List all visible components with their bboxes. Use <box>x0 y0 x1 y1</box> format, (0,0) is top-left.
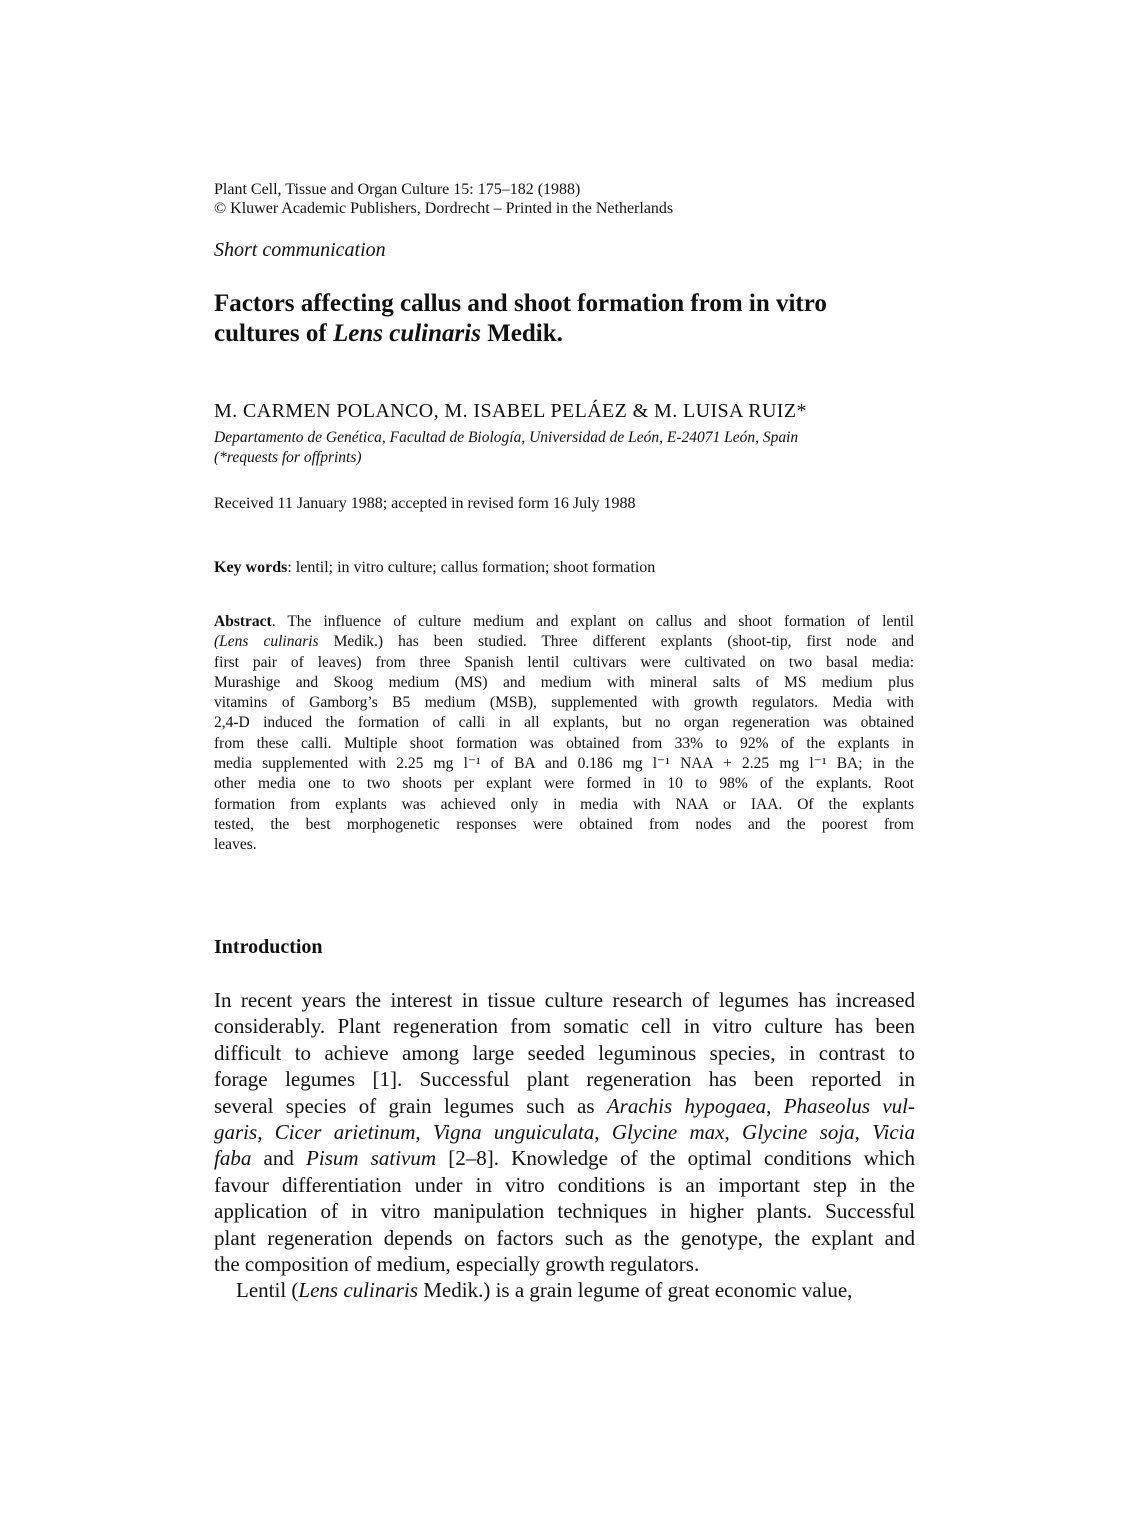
abstract-line: tested, the best morphogenetic responses were obtained from nodes and the poorest from <box>214 815 914 833</box>
abstract-label: Abstract <box>214 613 272 630</box>
title-line-2 <box>214 319 934 349</box>
author-list: M. CARMEN POLANCO, M. ISABEL PELÁEZ & M. LUISA RUIZ* <box>214 400 807 422</box>
body-text: , <box>766 1093 784 1118</box>
species-name: Vigna unguiculata <box>433 1120 595 1145</box>
species-name: faba <box>214 1146 252 1171</box>
body-line: In recent years the interest in tissue culture research of legumes has increased <box>214 988 915 1012</box>
abstract-line <box>214 632 914 652</box>
species-name: Cicer arietinum <box>274 1120 416 1145</box>
affiliation-line: Departamento de Genética, Facultad de Biología, Universidad de León, E-24071 León, Spain <box>214 429 799 446</box>
species-name: Pisum sativum <box>306 1146 437 1171</box>
keywords <box>214 559 655 577</box>
body-text: , <box>594 1120 612 1145</box>
species-name: Arachis hypogaea <box>606 1093 767 1118</box>
body-text: , <box>415 1120 433 1145</box>
abstract-line <box>214 612 914 632</box>
species-name: Phaseolus vul- <box>783 1093 915 1118</box>
abstract <box>214 612 914 856</box>
abstract-line: media supplemented with 2.25 mg l⁻¹ of BA and 0.186 mg l⁻¹ NAA + 2.25 mg l⁻¹ BA; in the <box>214 755 914 773</box>
body-line: plant regeneration depends on factors such as the genotype, the explant and <box>214 1225 915 1250</box>
publisher-line: © Kluwer Academic Publishers, Dordrecht – Printed in the Netherlands <box>214 200 674 217</box>
body-text: and <box>251 1146 307 1171</box>
body-line <box>214 1119 915 1145</box>
body-text: , <box>724 1120 743 1145</box>
body-text: Medik.) is a grain legume of great economic value, <box>418 1278 853 1303</box>
title-line-1: Factors affecting callus and shoot formation from in vitro <box>214 290 827 317</box>
affiliation <box>214 428 914 468</box>
body-line: favour differentiation under in vitro conditions is an important step in the <box>214 1172 915 1197</box>
offprints-note: (*requests for offprints) <box>214 449 362 466</box>
body-line <box>214 1093 915 1119</box>
abstract-line: 2,4-D induced the formation of calli in all explants, but no organ regeneration was obtained <box>214 714 914 732</box>
abstract-line: leaves. <box>214 836 257 854</box>
introduction-body <box>214 987 915 1304</box>
title-text: cultures of <box>214 320 333 347</box>
body-text: , <box>854 1120 873 1145</box>
body-text: , <box>257 1120 275 1145</box>
body-line: the composition of medium, especially growth regulators. <box>214 1252 700 1277</box>
paper-title <box>214 289 934 349</box>
abstract-species: (Lens culinaris <box>214 633 319 651</box>
abstract-line: vitamins of Gamborg’s B5 medium (MSB), supplemented with growth regulators. Media with <box>214 694 914 712</box>
abstract-text: . The influence of culture medium and explant on callus and shoot formation of lentil <box>271 613 914 630</box>
body-line: forage legumes [1]. Successful plant regeneration has been reported in <box>214 1067 915 1092</box>
body-text: several species of grain legumes such as <box>214 1093 607 1118</box>
title-text: Medik. <box>480 320 563 347</box>
body-text: Lentil ( <box>236 1278 299 1303</box>
body-line <box>214 1277 915 1303</box>
species-name: Vicia <box>872 1120 916 1145</box>
species-name: garis <box>214 1120 258 1145</box>
abstract-line: formation from explants was achieved only in media with NAA or IAA. Of the explants <box>214 795 914 813</box>
section-type: Short communication <box>214 239 386 261</box>
species-name: Glycine soja <box>742 1120 855 1145</box>
abstract-line: other media one to two shoots per explant were formed in 10 to 98% of the explants. Root <box>214 775 914 793</box>
body-line <box>214 1145 915 1171</box>
species-name: Glycine max <box>611 1120 725 1145</box>
received-dates: Received 11 January 1988; accepted in revised form 16 July 1988 <box>214 495 636 512</box>
section-heading-introduction: Introduction <box>214 936 323 958</box>
abstract-line: first pair of leaves) from three Spanish lentil cultivars were cultivated on two basal media: <box>214 653 914 671</box>
abstract-line: from these calli. Multiple shoot formation was obtained from 33% to 92% of the explants in <box>214 734 914 752</box>
body-line: application of in vitro manipulation techniques in higher plants. Successful <box>214 1199 915 1224</box>
title-species: Lens culinaris <box>332 320 481 347</box>
body-text: [2–8]. Knowledge of the optimal conditions which <box>436 1146 915 1171</box>
journal-citation: Plant Cell, Tissue and Organ Culture 15: 175–182 (1988) <box>214 181 581 198</box>
keywords-text: : lentil; in vitro culture; callus formation; shoot formation <box>287 559 656 576</box>
keywords-label: Key words <box>214 559 288 576</box>
species-name: Lens culinaris <box>298 1278 418 1303</box>
body-line: considerably. Plant regeneration from somatic cell in vitro culture has been <box>214 1014 915 1039</box>
abstract-line: Murashige and Skoog medium (MS) and medium with mineral salts of MS medium plus <box>214 673 914 691</box>
body-line: difficult to achieve among large seeded leguminous species, in contrast to <box>214 1040 915 1065</box>
abstract-text: Medik.) has been studied. Three different explants (shoot-tip, first node and <box>318 633 914 651</box>
journal-header <box>214 180 934 218</box>
